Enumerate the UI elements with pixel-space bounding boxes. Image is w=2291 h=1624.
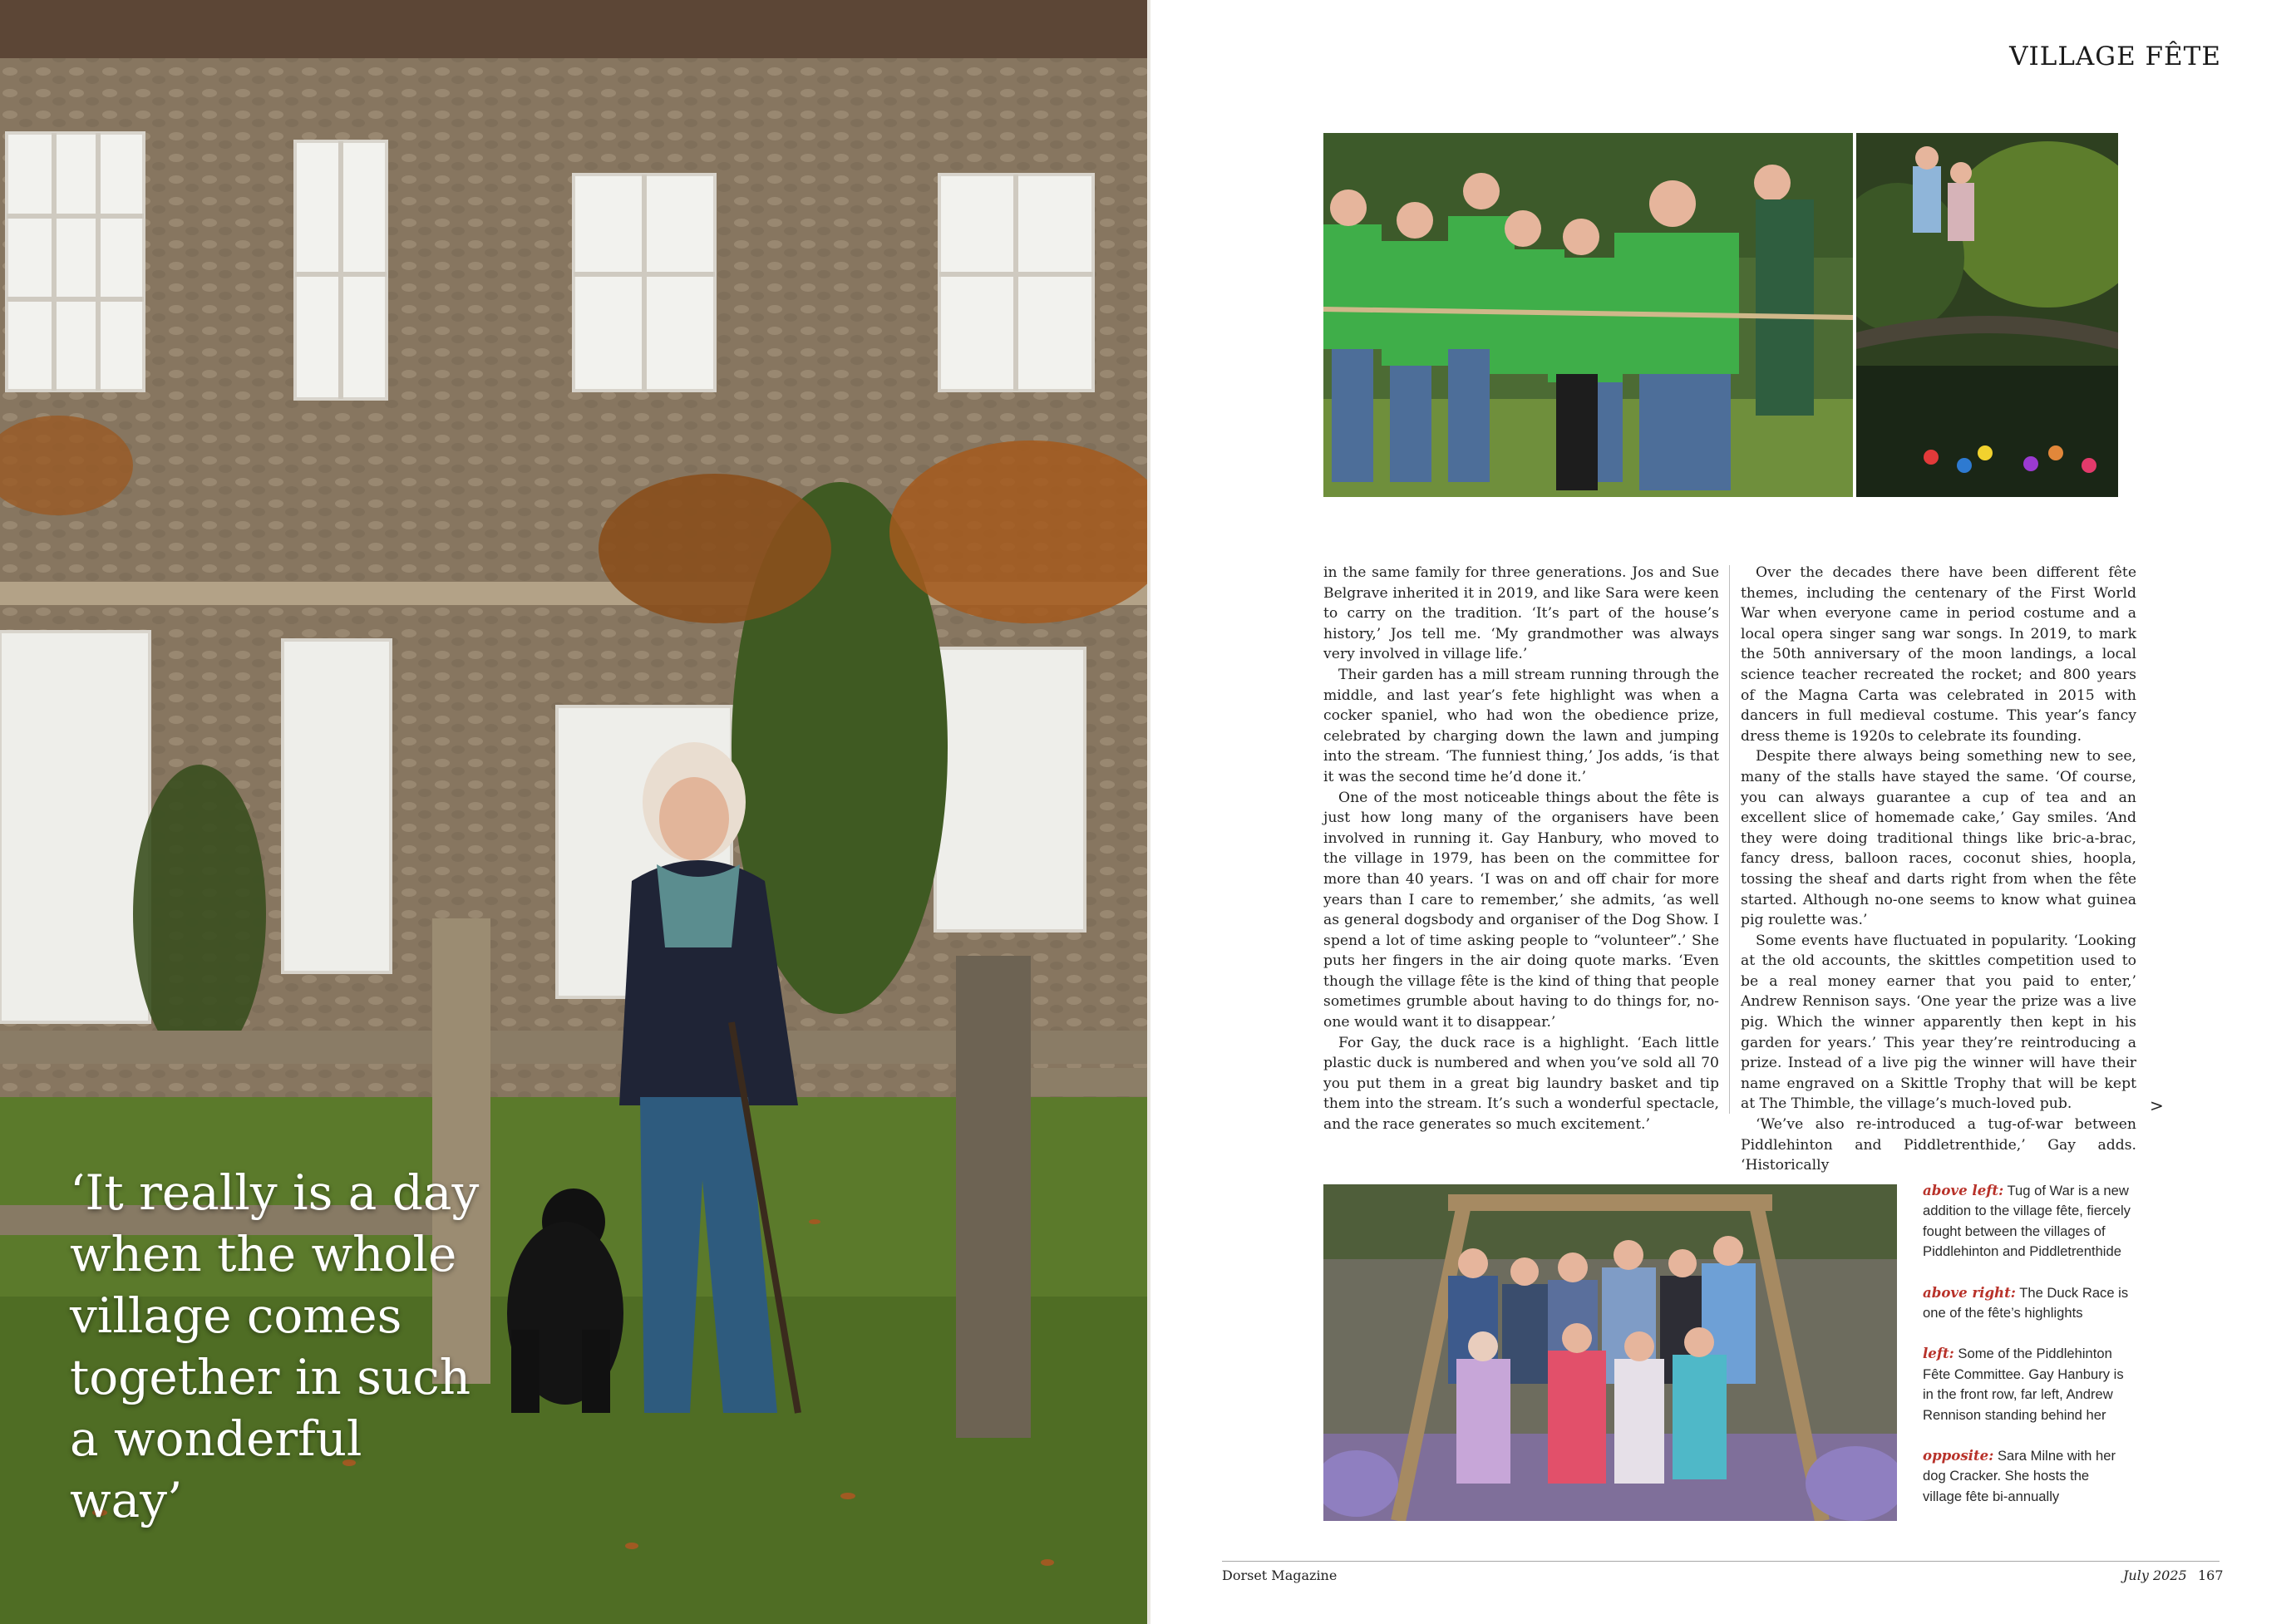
caption-above-right xyxy=(1923,1282,2131,1324)
photo-tug-of-war xyxy=(1323,133,1853,497)
caption-text: Sara Milne with her dog Cracker. She hosts the village fête bi-annually xyxy=(1923,1448,2116,1504)
page-gutter xyxy=(1147,0,1150,1624)
photo-duck-race xyxy=(1856,133,2118,497)
photo-captions xyxy=(1923,1180,2131,1527)
paragraph: One of the most noticeable things about the fête is just how long many of the organisers have been involved in running it. Gay Hanbury, who moved to the village in 1979, has been on the committee for more than 40 years. ‘I was on and off chair for more years than I care to remember,’ she admits, ‘as well as general dogsbody and organiser of the Dog Show. I spend a lot of time asking people to “volunteer”.’ She puts her fingers in the air doing quote marks. ‘Even though the village fête is the kind of thing that people sometimes grumble about having to do things for, no-one would want it to disappear.’ xyxy=(1323,789,1719,1031)
caption-lead: left: xyxy=(1923,1345,1954,1362)
section-title: VILLAGE FÊTE xyxy=(2009,42,2221,71)
pull-quote: ‘It really is a day when the whole village comes together in such a wonderful way’ xyxy=(70,1164,480,1528)
page-number: 167 xyxy=(2198,1567,2224,1583)
caption-text: The Duck Race is one of the fête’s highlights xyxy=(1923,1284,2129,1321)
paragraph: Over the decades there have been different fête themes, including the centenary of the First World War when everyone came in period costume and a local opera singer sang war songs. In 2019, to mark the 50th anniversary of the moon landings, a local science teacher recreated the rocket; and 800 years of the Magna Carta was celebrated in 2015 with dancers in full medieval costume. This year’s fancy dress theme is 1920s to celebrate its founding. xyxy=(1741,564,2136,745)
article-column-1 xyxy=(1323,563,1719,1135)
photo-fete-committee xyxy=(1323,1184,1897,1521)
article-column-2 xyxy=(1741,563,2136,1176)
caption-text: Some of the Piddlehinton Fête Committee. Gay Hanbury is in the front row, far left, Andrew Rennison standing behind her xyxy=(1923,1346,2124,1423)
caption-above-left xyxy=(1923,1180,2131,1262)
caption-lead: above right: xyxy=(1923,1283,2016,1301)
caption-left xyxy=(1923,1343,2131,1425)
caption-lead: opposite: xyxy=(1923,1447,1994,1464)
paragraph: For Gay, the duck race is a highlight. ‘Each little plastic duck is numbered and when you’ve sold all 70 you put them in a great big laundry basket and tip them into the stream. It’s such a wonderful spectacle, and the race generates so much excitement.’ xyxy=(1323,1034,1719,1134)
column-divider xyxy=(1729,565,1730,1114)
footer-issue-date: July 2025 xyxy=(2123,1567,2187,1583)
paragraph: Some events have fluctuated in popularity. ‘Looking at the old accounts, the skittles competition used to be a real money earner that you paid to enter,’ Andrew Rennison says. ‘One year the prize was a live pig. Which the winner apparently then kept in his garden for years.’ This year they’re reintroducing a prize. Instead of a live pig the winner will have their name engraved on a Skittle Trophy that will be kept at The Thimble, the village’s much-loved pub. xyxy=(1741,932,2136,1113)
paragraph: Despite there always being something new to see, many of the stalls have stayed the same. ‘Of course, you can always guarantee a cup of tea and an excellent slice of homemade cake,’ Gay smiles. ‘And they were doing traditional things like bric-a-brac, fancy dress, balloon races, coconut shies, hoopla, tossing the sheaf and darts right from when the fête started. Although no-one seems to know what guinea pig roulette was.’ xyxy=(1741,748,2136,929)
footer-rule xyxy=(1222,1561,2220,1562)
footer-magazine-name: Dorset Magazine xyxy=(1222,1567,1338,1583)
paragraph: in the same family for three generations. Jos and Sue Belgrave inherited it in 2019, and like Sara were keen to carry on the tradition. ‘It’s part of the house’s history,’ Jos tell me. ‘My grandmother was always very involved in village life.’ xyxy=(1323,564,1719,663)
caption-opposite xyxy=(1923,1445,2131,1507)
caption-lead: above left: xyxy=(1923,1182,2004,1198)
continue-arrow-icon: > xyxy=(2150,1095,2164,1115)
caption-text: Tug of War is a new addition to the village fête, fiercely fought between the villages of Piddlehinton and Piddletrenthide xyxy=(1923,1183,2131,1260)
paragraph: ‘We’ve also re-introduced a tug-of-war between Piddlehinton and Piddletrenthide,’ Gay adds. ‘Historically xyxy=(1741,1116,2136,1174)
paragraph: Their garden has a mill stream running through the middle, and last year’s fete highlight was when a cocker spaniel, who had won the obedience prize, celebrated by charging down the lawn and jumping into the stream. ‘The funniest thing,’ Jos adds, ‘is that it was the second time he’d done it.’ xyxy=(1323,666,1719,785)
